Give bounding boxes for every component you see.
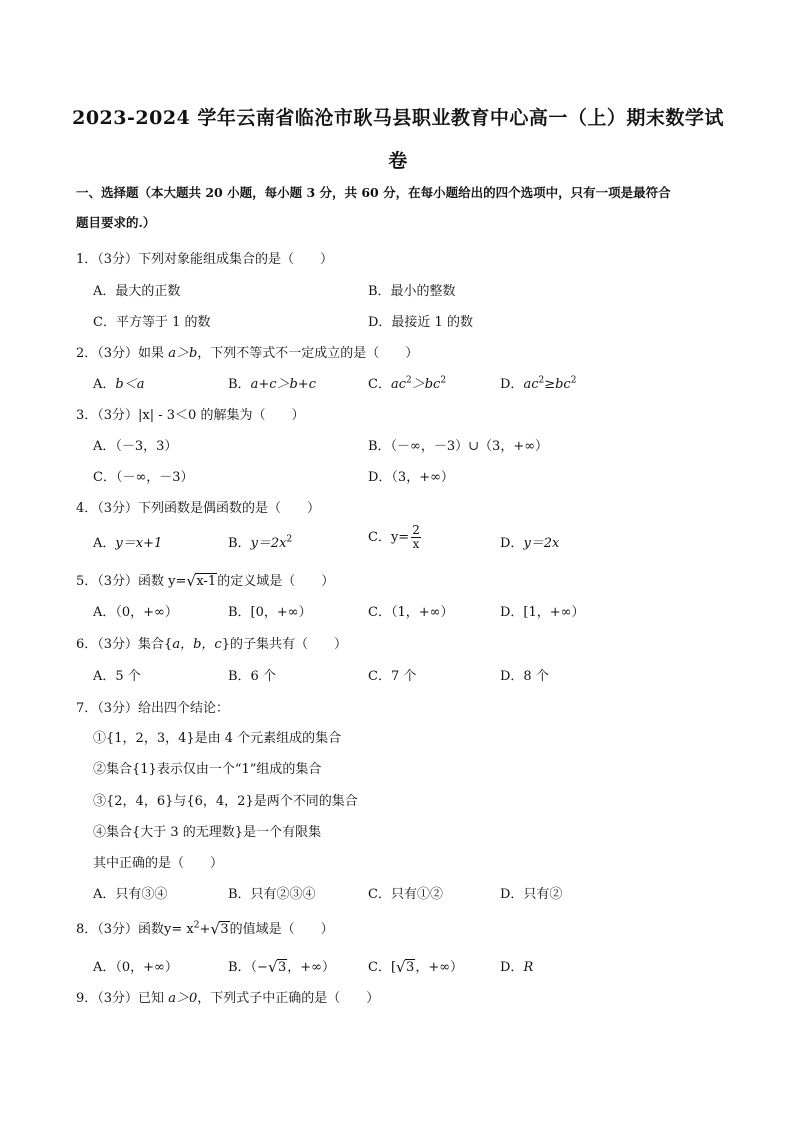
q8-sqrt: [210, 922, 229, 937]
q2-c-exp2: 2: [440, 375, 447, 386]
q8-d-label: D．: [500, 960, 524, 975]
q1-option-c: C．平方等于 1 的数: [93, 315, 211, 330]
question-7-stem: 7．（3分）给出四个结论：: [76, 701, 230, 716]
q2-d-exp1: 2: [538, 375, 545, 386]
q8-option-c: [368, 956, 463, 975]
q9-condition: a＞0: [168, 991, 198, 1006]
q7-option-b: B．只有②③④: [228, 887, 316, 902]
q4-c-label: C．: [368, 530, 391, 545]
q2-a-expr: b＜a: [115, 377, 145, 392]
q1-option-d: D．最接近 1 的数: [368, 315, 473, 330]
q2-c-rhs: ＞bc: [411, 377, 441, 392]
q5-prefix: 5．（3分）函数 y=: [76, 574, 187, 589]
q1-option-b: B．最小的整数: [368, 284, 456, 299]
exam-title-line2: 卷: [388, 150, 408, 172]
q4-option-c: [368, 524, 423, 551]
q4-option-b: [228, 532, 292, 551]
q2-prefix: 2．（3分）如果: [76, 346, 169, 361]
q8-radicand: 3: [220, 922, 229, 937]
q4-b-label: B．: [228, 536, 251, 551]
question-1-stem: 1．（3分）下列对象能组成集合的是（ ）: [76, 252, 334, 267]
q5-option-d: D．[1，+∞）: [500, 605, 585, 620]
q4-a-label: A．: [93, 536, 116, 551]
question-5-stem: [76, 570, 334, 589]
q4-option-d: [500, 532, 559, 551]
q8-exp: 2: [193, 920, 200, 931]
q6-set-elements: a，b，c: [172, 637, 222, 652]
q1-option-a: A．最大的正数: [93, 284, 181, 299]
q2-condition: a＞b: [168, 346, 198, 361]
q4-c-lhs: y=: [390, 530, 410, 545]
q8-func-lhs: y= x: [164, 922, 194, 937]
q8-c-suffix: ，+∞）: [415, 960, 464, 975]
q5-option-b: B．[0，+∞）: [228, 605, 312, 620]
q7-option-d: D．只有②: [500, 887, 563, 902]
question-9-stem: [76, 987, 379, 1006]
q4-c-numerator: 2: [412, 523, 420, 537]
q5-option-c: C．（1，+∞）: [368, 605, 454, 620]
q2-option-b: [228, 373, 316, 392]
q6-option-c: C．7 个: [368, 669, 417, 684]
q9-suffix: ，下列式子中正确的是（ ）: [197, 991, 380, 1006]
question-8-stem: [76, 918, 334, 937]
question-6-stem: [76, 633, 347, 652]
section-heading-line1: 一、选择题（本大题共 20 小题，每小题 3 分，共 60 分，在每小题给出的四个选项中，只有一项是最符合: [76, 185, 671, 200]
q3-option-d: D．（3，+∞）: [368, 470, 454, 485]
q6-option-b: B．6 个: [228, 669, 276, 684]
q7-statement-2: ②集合{1}表示仅由一个“1”组成的集合: [93, 762, 322, 777]
q3-option-b: B．（－∞，－3）∪（3，+∞）: [368, 439, 549, 454]
q6-option-d: D．8 个: [500, 669, 549, 684]
exam-title-line1: 2023-2024 学年云南省临沧市耿马县职业教育中心高一（上）期末数学试: [72, 107, 724, 129]
q6-prefix: 6．（3分）集合{: [76, 637, 173, 652]
q2-a-label: A．: [93, 377, 116, 392]
question-3-stem: 3．（3分）|x| - 3＜0 的解集为（ ）: [76, 408, 305, 423]
q7-statement-4: ④集合{大于 3 的无理数}是一个有限集: [93, 825, 322, 840]
q2-suffix: ，下列不等式不一定成立的是（ ）: [197, 346, 419, 361]
q3-option-c: C．（－∞，－3）: [93, 470, 194, 485]
q4-b-expr: y＝2x: [250, 536, 287, 551]
q8-suffix: 的值域是（ ）: [229, 922, 334, 937]
q2-c-exp1: 2: [405, 375, 412, 386]
q8-d-expr: R: [523, 960, 534, 975]
q5-suffix: 的定义域是（ ）: [217, 574, 335, 589]
q2-d-exp2: 2: [570, 375, 577, 386]
q8-b-sqrt: [268, 960, 287, 975]
q8-b-suffix: ，+∞）: [287, 960, 335, 975]
q6-suffix: }的子集共有（ ）: [221, 637, 347, 652]
q8-b-radicand: 3: [277, 960, 287, 975]
q3-option-a: A．（－3，3）: [93, 439, 178, 454]
q7-ask: 其中正确的是（ ）: [93, 856, 224, 871]
q8-b-prefix: B．（−: [228, 960, 268, 975]
q5-radicand: x-1: [196, 574, 217, 589]
q7-option-a: A．只有③④: [93, 887, 168, 902]
q5-sqrt: [186, 574, 217, 589]
q2-b-expr: a+c＞b+c: [250, 377, 316, 392]
q4-option-a: [93, 532, 162, 551]
q4-b-exp: 2: [286, 534, 293, 545]
q2-option-d: [500, 373, 576, 392]
question-4-stem: 4．（3分）下列函数是偶函数的是（ ）: [76, 501, 321, 516]
q2-b-label: B．: [228, 377, 251, 392]
section-heading-line2: 题目要求的.）: [76, 215, 156, 230]
q8-option-d: [500, 956, 533, 975]
q6-option-a: A．5 个: [93, 669, 141, 684]
q7-option-c: C．只有①②: [368, 887, 443, 902]
q7-statement-3: ③{2，4，6}与{6，4，2}是两个不同的集合: [93, 794, 358, 809]
q2-d-label: D．: [500, 377, 524, 392]
q4-c-fraction: [411, 524, 421, 551]
q8-c-sqrt: [396, 960, 415, 975]
q2-c-lhs: ac: [390, 377, 406, 392]
q9-prefix: 9．（3分）已知: [76, 991, 169, 1006]
q5-option-a: A．（0，+∞）: [93, 605, 178, 620]
q8-option-b: [228, 956, 335, 975]
q2-option-a: [93, 373, 144, 392]
q4-d-label: D．: [500, 536, 524, 551]
question-2-stem: [76, 342, 418, 361]
q2-c-label: C．: [368, 377, 391, 392]
q7-statement-1: ①{1，2，3，4}是由 4 个元素组成的集合: [93, 731, 342, 746]
q8-prefix: 8．（3分）函数: [76, 922, 165, 937]
q2-d-lhs: ac: [523, 377, 539, 392]
section-heading: [76, 178, 724, 238]
q4-d-expr: y＝2x: [523, 536, 560, 551]
q8-c-radicand: 3: [406, 960, 415, 975]
q8-c-prefix: C．[: [368, 960, 397, 975]
q4-c-denominator: x: [412, 537, 420, 551]
q8-option-a: A．（0，+∞）: [93, 960, 178, 975]
q8-plus: +: [199, 922, 211, 937]
q2-option-c: [368, 373, 446, 392]
q4-a-expr: y＝x+1: [115, 536, 163, 551]
q2-d-rhs: ≥bc: [544, 377, 571, 392]
